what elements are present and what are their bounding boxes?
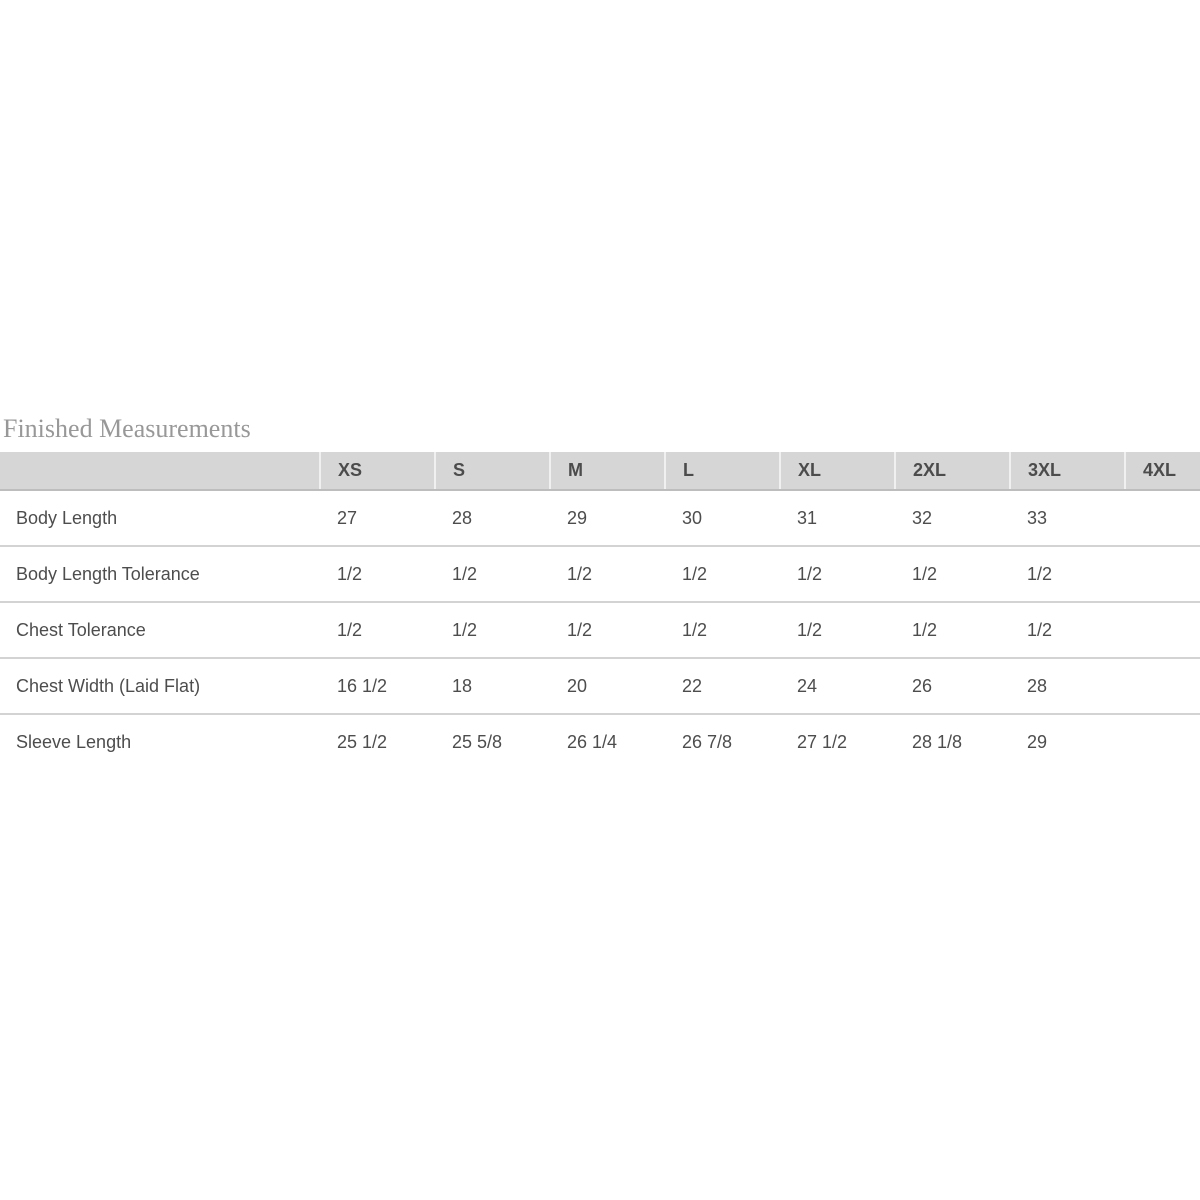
table-cell: 1/2 — [320, 602, 435, 658]
table-cell — [1125, 490, 1200, 546]
table-cell: 1/2 — [895, 602, 1010, 658]
table-row-body-length-tolerance — [0, 546, 1200, 602]
table-cell — [1125, 658, 1200, 714]
table-row-body-length — [0, 490, 1200, 546]
table-cell: 29 — [550, 490, 665, 546]
table-cell: 32 — [895, 490, 1010, 546]
table-cell: 26 — [895, 658, 1010, 714]
table-cell: 1/2 — [665, 546, 780, 602]
table-cell: 1/2 — [550, 602, 665, 658]
table-cell — [1125, 714, 1200, 770]
table-row-chest-tolerance — [0, 602, 1200, 658]
row-label: Body Length Tolerance — [0, 546, 320, 602]
table-cell: 27 1/2 — [780, 714, 895, 770]
column-header-4xl: 4XL — [1125, 452, 1200, 490]
table-cell: 1/2 — [665, 602, 780, 658]
row-label: Sleeve Length — [0, 714, 320, 770]
table-cell: 28 — [1010, 658, 1125, 714]
table-cell: 22 — [665, 658, 780, 714]
table-cell: 1/2 — [550, 546, 665, 602]
table-cell: 1/2 — [1010, 602, 1125, 658]
table-cell: 30 — [665, 490, 780, 546]
table-cell: 20 — [550, 658, 665, 714]
table-row-sleeve-length — [0, 714, 1200, 770]
section-title: Finished Measurements — [3, 414, 251, 443]
row-label: Chest Width (Laid Flat) — [0, 658, 320, 714]
header-row — [0, 452, 1200, 490]
table-cell: 24 — [780, 658, 895, 714]
table-cell: 27 — [320, 490, 435, 546]
column-header-3xl: 3XL — [1010, 452, 1125, 490]
table-cell: 33 — [1010, 490, 1125, 546]
column-header-s: S — [435, 452, 550, 490]
table-cell: 28 1/8 — [895, 714, 1010, 770]
finished-measurements-table — [0, 452, 1200, 770]
table-cell: 1/2 — [320, 546, 435, 602]
table-cell: 25 5/8 — [435, 714, 550, 770]
table-cell: 16 1/2 — [320, 658, 435, 714]
table-cell — [1125, 546, 1200, 602]
column-header-m: M — [550, 452, 665, 490]
column-header-xl: XL — [780, 452, 895, 490]
column-header-xs: XS — [320, 452, 435, 490]
column-header-l: L — [665, 452, 780, 490]
row-label: Body Length — [0, 490, 320, 546]
table-cell: 26 1/4 — [550, 714, 665, 770]
table-cell: 29 — [1010, 714, 1125, 770]
table-cell: 1/2 — [895, 546, 1010, 602]
table-cell: 28 — [435, 490, 550, 546]
table-cell: 1/2 — [1010, 546, 1125, 602]
table-row-chest-width — [0, 658, 1200, 714]
table-cell — [1125, 602, 1200, 658]
table-cell: 1/2 — [780, 602, 895, 658]
table-cell: 1/2 — [780, 546, 895, 602]
table-cell: 1/2 — [435, 602, 550, 658]
table-cell: 1/2 — [435, 546, 550, 602]
table-cell: 25 1/2 — [320, 714, 435, 770]
table-cell: 31 — [780, 490, 895, 546]
column-header-2xl: 2XL — [895, 452, 1010, 490]
table-cell: 26 7/8 — [665, 714, 780, 770]
column-header-empty — [0, 452, 320, 490]
row-label: Chest Tolerance — [0, 602, 320, 658]
table-cell: 18 — [435, 658, 550, 714]
